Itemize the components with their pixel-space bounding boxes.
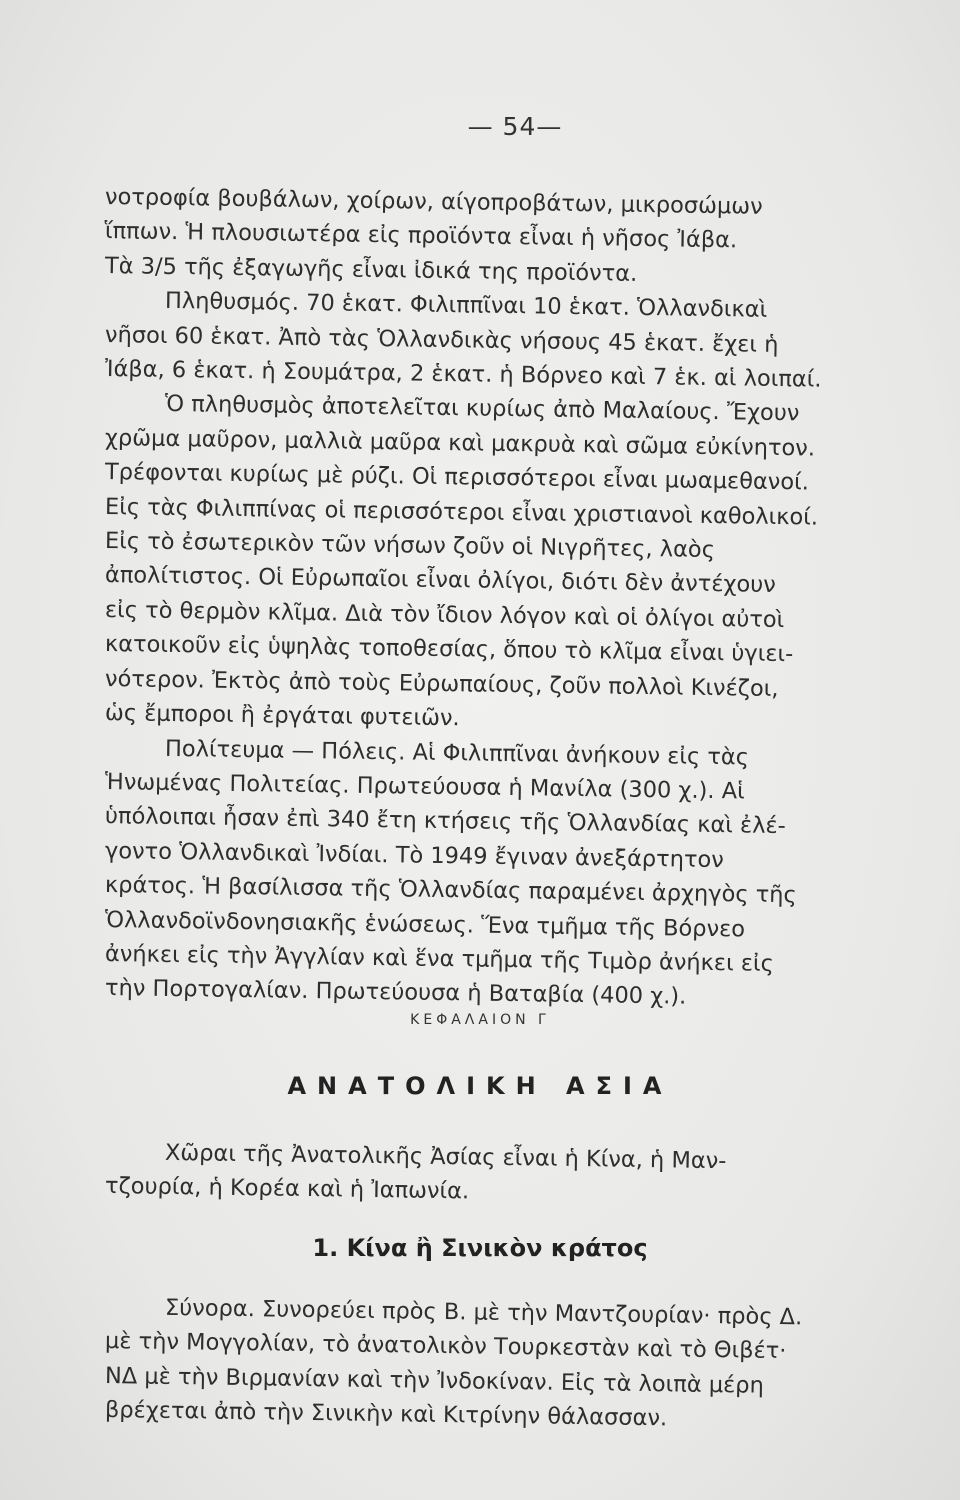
text-line: ἀπολίτιστος. Οἱ Εὐρωπαῖοι εἶναι ὀλίγοι, διότι δὲν ἀντέχουν	[104, 562, 776, 599]
text-line: ἀνήκει εἰς τὴν Ἀγγλίαν καὶ ἕνα τμῆμα τῆς Τιμὸρ ἀνήκει εἰς	[104, 940, 774, 977]
paragraph-block	[104, 180, 880, 1010]
text-line: Χῶραι τῆς Ἀνατολικῆς Ἀσίας εἶναι ἡ Κίνα, ἡ Μαν-	[164, 1139, 727, 1175]
intro-block	[105, 1135, 880, 1204]
text-line: τζουρία, ἡ Κορέα καὶ ἡ Ἰαπωνία.	[104, 1173, 470, 1205]
text-line: ΝΔ μὲ τὴν Βιρμανίαν καὶ τὴν Ἰνδοκίναν. Εἰς τὰ λοιπὰ μέρη	[104, 1362, 765, 1399]
text-line: βρέχεται ἀπὸ τὴν Σινικὴν καὶ Κιτρίνην θάλασσαν.	[104, 1397, 668, 1432]
text-line: Ἰάβα, 6 ἑκατ. ἡ Σουμάτρα, 2 ἑκατ. ἡ Βόρνεο καὶ 7 ἑκ. αἱ λοιπαί.	[104, 356, 822, 393]
chapter-heading: ΚΕΦΑΛΑΙΟΝ Γ	[410, 1012, 550, 1028]
text-line: Εἰς τὰς Φιλιππίνας οἱ περισσότεροι εἶναι χριστιανοὶ καθολικοί.	[104, 493, 819, 531]
text-line: Ἡνωμένας Πολιτείας. Πρωτεύουσα ἡ Μανίλα (300 χ.). Αἱ	[104, 768, 745, 805]
text-line: Εἰς τὸ ἐσωτερικὸν τῶν νήσων ζοῦν οἱ Νιγρῆτες, λαὸς	[104, 528, 716, 564]
text-line: τὴν Πορτογαλίαν. Πρωτεύουσα ἡ Βαταβία (400 χ.).	[104, 975, 687, 1010]
part-heading: ΑΝΑΤΟΛΙΚΗ ΑΣΙΑ	[287, 1072, 673, 1100]
text-line: Τρέφονται κυρίως μὲ ρύζι. Οἱ περισσότεροι εἶναι μωαμεθανοί.	[104, 459, 810, 496]
text-line: ὡς ἔμποροι ἢ ἐργάται φυτειῶν.	[104, 700, 460, 732]
text-line: ὑπόλοιπαι ἦσαν ἐπὶ 340 ἔτη κτήσεις τῆς Ὁλλανδίας καὶ ἐλέ-	[104, 803, 786, 840]
text-line: Ὁ πληθυσμὸς ἀποτελεῖται κυρίως ἀπὸ Μαλαίους. Ἔχουν	[164, 391, 800, 427]
text-line: Πολίτευμα — Πόλεις. Αἱ Φιλιππῖναι ἀνήκουν εἰς τὰς	[164, 735, 750, 771]
page-number: — 54—	[467, 112, 563, 141]
text-line: νοτροφία βουβάλων, χοίρων, αίγοπροβάτων, μικροσώμων	[104, 184, 763, 220]
text-line: νῆσοι 60 ἑκατ. Ἀπὸ τὰς Ὁλλανδικὰς νήσους 45 ἑκατ. ἔχει ἡ	[104, 321, 779, 358]
text-line: Σύνορα. Συνορεύει πρὸς Β. μὲ τὴν Μαντζουρίαν· πρὸς Δ.	[164, 1294, 803, 1331]
text-line: κατοικοῦν εἰς ὑψηλὰς τοποθεσίας, ὅπου τὸ κλῖμα εἶναι ὑγιει-	[104, 631, 794, 668]
section-heading: 1. Κίνα ἢ Σινικὸν κράτος	[312, 1234, 648, 1262]
text-line: Τὰ 3/5 τῆς ἐξαγωγῆς εἶναι ἰδικά της προϊόντα.	[104, 252, 638, 287]
text-line: ἵππων. Ἡ πλουσιωτέρα εἰς προϊόντα εἶναι ἡ νῆσος Ἰάβα.	[104, 218, 738, 254]
text-line: νότερον. Ἐκτὸς ἀπὸ τοὺς Εὐρωπαίους, ζοῦν πολλοὶ Κινέζοι,	[104, 665, 779, 702]
text-line: μὲ τὴν Μογγολίαν, τὸ ἀνατολικὸν Τουρκεστὰν καὶ τὸ Θιβέτ·	[104, 1328, 787, 1365]
text-line: γοντο Ὁλλανδικαὶ Ἰνδίαι. Τὸ 1949 ἔγιναν ἀνεξάρτητον	[104, 837, 725, 873]
text-line: χρῶμα μαῦρον, μαλλιὰ μαῦρα καὶ μακρυὰ καὶ σῶμα εὐκίνητον.	[104, 424, 816, 462]
text-line: Πληθυσμός. 70 ἑκατ. Φιλιππῖναι 10 ἑκατ. Ὁλλανδικαὶ	[164, 288, 768, 324]
borders-block	[104, 1290, 880, 1432]
text-line: εἰς τὸ θερμὸν κλῖμα. Διὰ τὸν ἴδιον λόγον καὶ οἱ ὀλίγοι αὐτοὶ	[104, 596, 785, 633]
text-line: Ὁλλανδοϊνδονησιακῆς ἑνώσεως. Ἕνα τμῆμα τῆς Βόρνεο	[104, 906, 746, 943]
text-line: κράτος. Ἡ βασίλισσα τῆς Ὁλλανδίας παραμένει ἀρχηγὸς τῆς	[104, 872, 797, 909]
